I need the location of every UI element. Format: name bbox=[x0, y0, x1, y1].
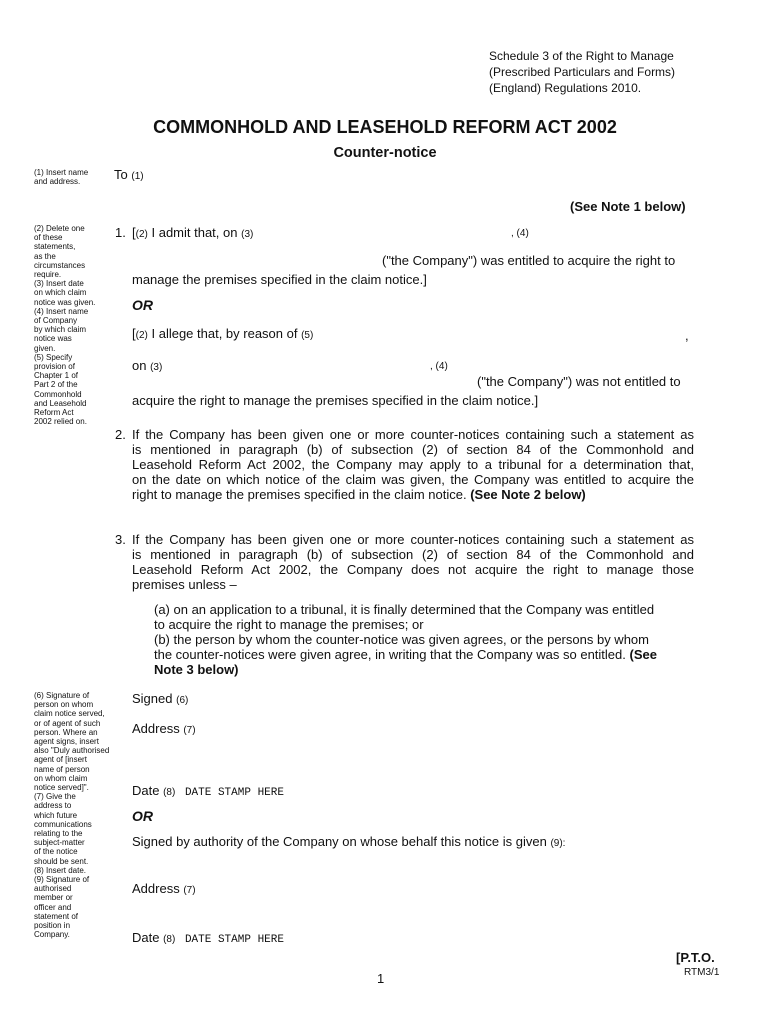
to-ref: (1) bbox=[131, 171, 144, 182]
item-3-sub-b: (b) the person by whom the counter-notice was given agrees, or the persons by whom the counter-notices were given agree, in writing that the Company was so entitled. (See Note 3 below) bbox=[154, 632, 694, 677]
schedule-reference bbox=[489, 48, 675, 96]
schedule-line: Schedule 3 of the Right to Manage bbox=[489, 49, 674, 63]
company-not-entitled-text: ("the Company") was not entitled to bbox=[477, 374, 681, 389]
see-note-1: (See Note 1 below) bbox=[570, 199, 686, 214]
see-note-3: Note 3 below) bbox=[154, 662, 239, 677]
admit-text: I admit that, on bbox=[151, 225, 238, 240]
item-2-text: If the Company has been given one or more counter-notices containing such a statement as is mentioned in paragraph (b) of subsection (2) of section 84 of the Commonhold and Leasehold Reform Act 2002, the Company may apply to a tribunal for a determination that, on the date on which notice of the claim was given, the Company was entitled to acquire the right to manage the premises specified in the claim notice. (See Note 2 below) bbox=[132, 427, 694, 502]
company-entitled-text: ("the Company") was entitled to acquire the right to bbox=[382, 253, 676, 268]
address-field-2[interactable]: Address (7) bbox=[132, 881, 196, 896]
pto-marker: [P.T.O. bbox=[676, 950, 715, 965]
item-1-ref4: , (4) bbox=[511, 228, 529, 239]
schedule-line: (Prescribed Particulars and Forms) bbox=[489, 65, 676, 79]
signed-label: Signed bbox=[132, 691, 173, 706]
margin-notes-6-9: (6) Signature of person on whom claim notice served, or of agent of such person. Where an agent signs, insert also "Duly authorised agent of [insert name of person on whom claim notice served]". (7) Give the address to which future communications relating to the subject-matter of the notice should be sent. (8) Insert date. (9) Signature of authorised member or officer and statement of position in Company. bbox=[34, 691, 110, 940]
see-note-2: (See Note 2 below) bbox=[470, 487, 586, 502]
address-field[interactable]: Address (7) bbox=[132, 721, 196, 736]
to-label: To bbox=[114, 167, 128, 182]
or-divider-1: OR bbox=[132, 297, 153, 313]
document-title: COMMONHOLD AND LEASEHOLD REFORM ACT 2002 bbox=[153, 117, 617, 137]
manage-line: manage the premises specified in the claim notice.] bbox=[132, 272, 427, 287]
date-field-2[interactable]: Date (8) DATE STAMP HERE bbox=[132, 930, 284, 946]
authority-line[interactable]: Signed by authority of the Company on whose behalf this notice is given (9): bbox=[132, 834, 566, 849]
item-3-text: If the Company has been given one or more counter-notices containing such a statement as is mentioned in paragraph (b) of subsection (2) of section 84 of the Commonhold and Leasehold Reform Act 2002, the Company does not acquire the right to manage those premises unless – bbox=[132, 532, 694, 592]
signed-field[interactable]: Signed (6) bbox=[132, 691, 189, 706]
on-line: on (3) bbox=[132, 358, 163, 373]
address-label-2: Address bbox=[132, 881, 180, 896]
date-stamp-placeholder: DATE STAMP HERE bbox=[184, 787, 284, 799]
item-3-number: 3. bbox=[115, 532, 126, 547]
item-2-number: 2. bbox=[115, 427, 126, 442]
item-1-admit-line: [(2) I admit that, on (3) bbox=[132, 225, 254, 240]
date-stamp-placeholder-2: DATE STAMP HERE bbox=[184, 934, 284, 946]
acquire-line: acquire the right to manage the premises specified in the claim notice.] bbox=[132, 393, 539, 408]
schedule-line: (England) Regulations 2010. bbox=[489, 81, 642, 95]
margin-note-1: (1) Insert name and address. bbox=[34, 168, 89, 187]
document-subtitle: Counter-notice bbox=[333, 145, 437, 161]
date-label: Date bbox=[132, 783, 160, 798]
margin-notes-2-5: (2) Delete one of these statements, as the circumstances require. (3) Insert date on which claim notice was given. (4) Insert name of Company by which claim notice was given. (5) Specify provision of Chapter 1 of Part 2 of the Commonhold and Leasehold Reform Act 2002 relied on. bbox=[34, 224, 96, 427]
allege-trailing-comma: , bbox=[685, 328, 689, 343]
item-1-number: 1. bbox=[115, 225, 126, 240]
date-label-2: Date bbox=[132, 930, 160, 945]
item-2-last-line: right to manage the premises specified in the claim notice. (See Note 2 below) bbox=[132, 487, 586, 502]
to-line bbox=[114, 167, 144, 182]
form-code: RTM3/1 bbox=[684, 967, 720, 978]
on-line-ref4: , (4) bbox=[430, 361, 448, 372]
or-divider-2: OR bbox=[132, 808, 153, 824]
allege-line: [(2) I allege that, by reason of (5) bbox=[132, 326, 314, 341]
date-field[interactable]: Date (8) DATE STAMP HERE bbox=[132, 783, 284, 799]
page-number: 1 bbox=[377, 971, 385, 986]
address-label: Address bbox=[132, 721, 180, 736]
item-3-sub-a: (a) on an application to a tribunal, it is finally determined that the Company was entitled to acquire the right to manage the premises; or bbox=[154, 602, 655, 632]
